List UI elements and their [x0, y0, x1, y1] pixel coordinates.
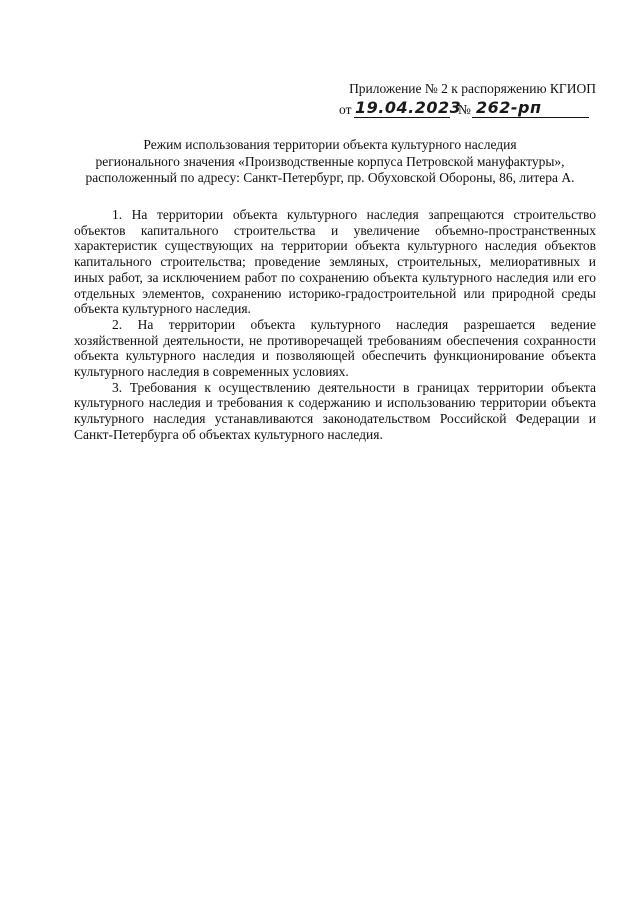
paragraph-1: 1. На территории объекта культурного наследия запрещаются строительство объектов капитального строительства и увеличение объемно-пространственных характеристик существующих на территории объекта культурного наследия объектов капитального строительства; проведение земляных, строительных, мелиоративных и иных работ, за исключением работ по сохранению объекта культурного наследия или его отдельных элементов, сохранению историко-градостроительной или природной среды объекта культурного наследия.: [74, 207, 596, 317]
paragraph-2: 2. На территории объекта культурного наследия разрешается ведение хозяйственной деятельности, не противоречащей требованиям обеспечения сохранности объекта культурного наследия и позволяющей обеспечить функционирование объекта культурного наследия в современных условиях.: [74, 316, 596, 380]
number-sign: №: [458, 102, 471, 117]
appendix-reference: [336, 80, 596, 120]
title-line-2: регионального значения «Производственные корпуса Петровской мануфактуры»,: [95, 153, 565, 169]
appendix-title: Приложение № 2 к распоряжению КГИОП: [349, 81, 596, 96]
title-line-1: Режим использования территории объекта культурного наследия: [143, 137, 517, 152]
date-underline: [354, 117, 450, 118]
document-title: [60, 137, 600, 187]
handwritten-date: 19.04.2023: [355, 98, 462, 117]
document-body: [74, 207, 596, 443]
date-prefix: от: [339, 102, 352, 117]
title-line-3: расположенный по адресу: Санкт-Петербург, пр. Обуховской Обороны, 86, литера А.: [85, 170, 575, 185]
number-underline: [472, 117, 589, 118]
handwritten-number: 262-рп: [476, 98, 542, 117]
paragraph-3: 3. Требования к осуществлению деятельности в границах территории объекта культурного наследия и требования к содержанию и использованию территории объекта культурного наследия устанавливаются законодательством Российской Федерации и Санкт-Петербурга об объектах культурного наследия.: [74, 379, 596, 442]
appendix-date-number: [336, 98, 596, 120]
